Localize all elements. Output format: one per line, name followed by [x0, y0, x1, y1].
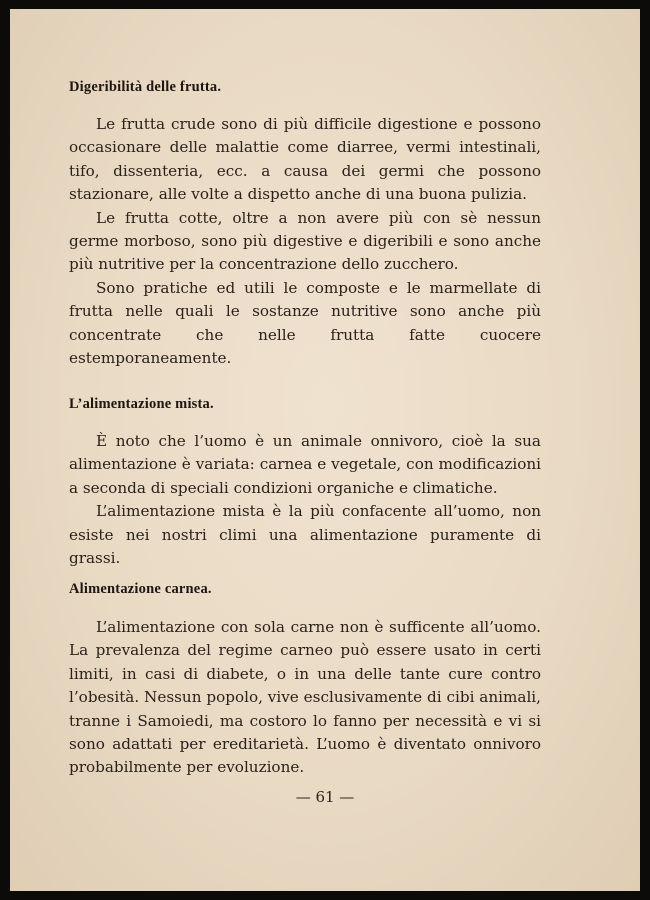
book-page — [10, 9, 640, 891]
page-number: — 61 — — [295, 788, 355, 806]
heading-alimentazione-carnea: Alimentazione carnea. — [69, 581, 212, 597]
paragraph: È noto che l’uomo è un animale onnivoro, cioè la sua alimentazione è variata: carnea e vegetale, con modificazioni a seconda di speciali condizioni organiche e climatiche. — [69, 432, 541, 497]
section-carnea-body — [69, 616, 541, 780]
paragraph: L’alimentazione con sola carne non è sufficente all’uomo. La prevalenza del regime carneo può essere usato in certi limiti, in casi di diabete, o in una delle tante cure contro l’obesità. Nessun popolo, vive esclusivamente di cibi animali, tranne i Samoiedi, ma costoro lo fanno per necessità e vi si sono adattati per ereditarietà. L’uomo è diventato onnivoro probabilmente per evoluzione. — [69, 618, 541, 777]
section-digeribilita-body — [69, 113, 541, 370]
heading-alimentazione-mista: L’alimentazione mista. — [69, 396, 214, 412]
heading-digeribilita: Digeribilità delle frutta. — [69, 79, 222, 95]
section-mista-body — [69, 430, 541, 570]
paragraph: Sono pratiche ed utili le composte e le marmellate di frutta nelle quali le sostanze nutritive sono anche più concentrate che nelle frutta fatte cuocere estemporaneamente. — [69, 278, 541, 368]
paragraph: L’alimentazione mista è la più confacente all’uomo, non esiste nei nostri climi una alimentazione puramente di grassi. — [69, 502, 541, 568]
paragraph: Le frutta crude sono di più difficile digestione e possono occasionare delle malattie come diarree, vermi intestinali, tifo, dissenteria, ecc. a causa dei germi che possono stazionare, alle volte a dispetto anche di una buona pulizia. — [69, 115, 541, 204]
paragraph: Le frutta cotte, oltre a non avere più con sè nessun germe morboso, sono più digestive e digeribili e sono anche più nutritive per la concentrazione dello zucchero. — [69, 208, 541, 274]
